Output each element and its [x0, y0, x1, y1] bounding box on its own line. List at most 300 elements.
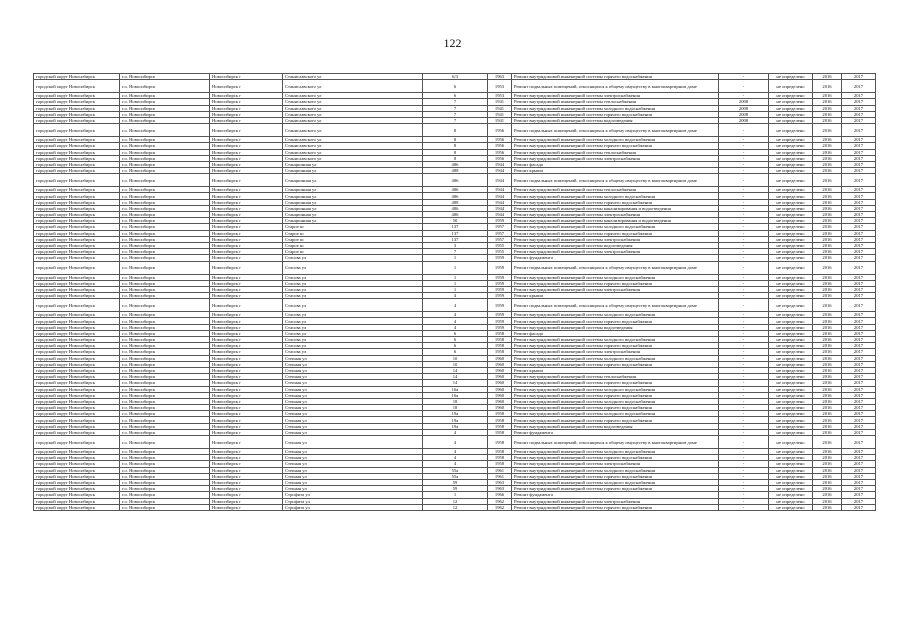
cell-status: не определено: [769, 93, 813, 99]
cell-municipality: городской округ Новосибирск: [34, 312, 120, 318]
cell-work-type: Ремонт фундамента: [512, 429, 719, 435]
cell-municipality: городской округ Новосибирск: [34, 449, 120, 455]
cell-status: не определено: [769, 486, 813, 492]
cell-plan-year-to: 2017: [842, 498, 876, 504]
cell-city: Новосибирск г: [210, 473, 283, 479]
cell-prev-repair-year: -: [719, 249, 769, 255]
cell-work-type: Ремонт подвальных помещений, относящихся к общему имуществу в многоквартирном доме: [512, 174, 719, 187]
cell-work-type: Ремонт внутридомовой инженерной системы электроснабжения: [512, 249, 719, 255]
cell-municipality: городской округ Новосибирск: [34, 367, 120, 373]
cell-street: Станционная ул: [283, 212, 423, 218]
cell-city: Новосибирск г: [210, 417, 283, 423]
cell-work-type: Ремонт внутридомовой инженерной системы водоотведения: [512, 324, 719, 330]
cell-prev-repair-year: -: [719, 149, 769, 155]
cell-plan-year-from: 2016: [813, 436, 842, 449]
cell-house-number: 8: [423, 155, 488, 161]
cell-municipality: городской округ Новосибирск: [34, 274, 120, 280]
cell-plan-year-to: 2017: [842, 174, 876, 187]
cell-municipality: городской округ Новосибирск: [34, 411, 120, 417]
cell-plan-year-to: 2017: [842, 161, 876, 167]
cell-street: Старое ш: [283, 236, 423, 242]
cell-settlement: г.о. Новосибирск: [120, 261, 210, 274]
cell-plan-year-to: 2017: [842, 105, 876, 111]
cell-city: Новосибирск г: [210, 355, 283, 361]
cell-prev-repair-year: -: [719, 93, 769, 99]
cell-status: не определено: [769, 117, 813, 123]
cell-status: не определено: [769, 155, 813, 161]
cell-build-year: 1944: [488, 187, 512, 193]
cell-status: не определено: [769, 242, 813, 248]
cell-plan-year-to: 2017: [842, 230, 876, 236]
cell-status: не определено: [769, 361, 813, 367]
cell-prev-repair-year: -: [719, 187, 769, 193]
cell-status: не определено: [769, 230, 813, 236]
cell-plan-year-to: 2017: [842, 111, 876, 117]
cell-plan-year-to: 2017: [842, 236, 876, 242]
cell-prev-repair-year: -: [719, 337, 769, 343]
cell-settlement: г.о. Новосибирск: [120, 492, 210, 498]
cell-work-type: Ремонт внутридомовой инженерной системы водоотведения: [512, 242, 719, 248]
cell-municipality: городской округ Новосибирск: [34, 417, 120, 423]
cell-street: Станиславского ул: [283, 143, 423, 149]
cell-settlement: г.о. Новосибирск: [120, 398, 210, 404]
cell-prev-repair-year: -: [719, 355, 769, 361]
cell-city: Новосибирск г: [210, 392, 283, 398]
cell-prev-repair-year: -: [719, 392, 769, 398]
cell-settlement: г.о. Новосибирск: [120, 224, 210, 230]
cell-work-type: Ремонт подвальных помещений, относящихся к общему имуществу в многоквартирном доме: [512, 261, 719, 274]
cell-plan-year-to: 2017: [842, 479, 876, 485]
cell-status: не определено: [769, 161, 813, 167]
cell-status: не определено: [769, 249, 813, 255]
cell-house-number: 1: [423, 280, 488, 286]
cell-city: Новосибирск г: [210, 199, 283, 205]
cell-house-number: 4: [423, 449, 488, 455]
cell-street: Степная ул: [283, 467, 423, 473]
cell-city: Новосибирск г: [210, 74, 283, 80]
cell-plan-year-to: 2017: [842, 492, 876, 498]
cell-municipality: городской округ Новосибирск: [34, 293, 120, 299]
cell-settlement: г.о. Новосибирск: [120, 111, 210, 117]
cell-work-type: Ремонт внутридомовой инженерной системы электроснабжения: [512, 461, 719, 467]
cell-plan-year-from: 2016: [813, 255, 842, 261]
cell-plan-year-from: 2016: [813, 473, 842, 479]
cell-prev-repair-year: -: [719, 380, 769, 386]
cell-municipality: городской округ Новосибирск: [34, 486, 120, 492]
cell-prev-repair-year: -: [719, 74, 769, 80]
cell-prev-repair-year: -: [719, 398, 769, 404]
cell-settlement: г.о. Новосибирск: [120, 455, 210, 461]
cell-house-number: 486: [423, 161, 488, 167]
cell-prev-repair-year: -: [719, 330, 769, 336]
cell-prev-repair-year: -: [719, 224, 769, 230]
cell-street: Стасова ул: [283, 349, 423, 355]
cell-house-number: 486: [423, 174, 488, 187]
cell-work-type: Ремонт внутридомовой инженерной системы холодного водоснабжения: [512, 312, 719, 318]
cell-house-number: 486: [423, 205, 488, 211]
cell-status: не определено: [769, 255, 813, 261]
cell-work-type: Ремонт внутридомовой инженерной системы электроснабжения: [512, 155, 719, 161]
cell-work-type: Ремонт внутридомовой инженерной системы электроснабжения: [512, 236, 719, 242]
cell-work-type: Ремонт внутридомовой инженерной системы электроснабжения: [512, 498, 719, 504]
cell-city: Новосибирск г: [210, 337, 283, 343]
cell-settlement: г.о. Новосибирск: [120, 355, 210, 361]
cell-street: Степная ул: [283, 367, 423, 373]
cell-build-year: 1958: [488, 461, 512, 467]
cell-prev-repair-year: -: [719, 324, 769, 330]
cell-settlement: г.о. Новосибирск: [120, 349, 210, 355]
cell-build-year: 1960: [488, 386, 512, 392]
cell-settlement: г.о. Новосибирск: [120, 423, 210, 429]
page-number: 122: [443, 36, 462, 50]
cell-house-number: 137: [423, 224, 488, 230]
cell-work-type: Ремонт внутридомовой инженерной системы горячего водоснабжения: [512, 486, 719, 492]
cell-settlement: г.о. Новосибирск: [120, 242, 210, 248]
cell-municipality: городской округ Новосибирск: [34, 405, 120, 411]
cell-build-year: 1958: [488, 343, 512, 349]
cell-house-number: 7: [423, 117, 488, 123]
cell-house-number: 6: [423, 349, 488, 355]
cell-work-type: Ремонт крыши: [512, 367, 719, 373]
cell-work-type: Ремонт внутридомовой инженерной системы канализирования и водоотведения: [512, 205, 719, 211]
cell-municipality: городской округ Новосибирск: [34, 261, 120, 274]
cell-build-year: 1959: [488, 318, 512, 324]
cell-plan-year-to: 2017: [842, 187, 876, 193]
cell-plan-year-to: 2017: [842, 99, 876, 105]
cell-plan-year-from: 2016: [813, 99, 842, 105]
cell-settlement: г.о. Новосибирск: [120, 343, 210, 349]
cell-build-year: 1960: [488, 355, 512, 361]
cell-status: не определено: [769, 380, 813, 386]
cell-plan-year-from: 2016: [813, 337, 842, 343]
cell-city: Новосибирск г: [210, 386, 283, 392]
cell-work-type: Ремонт внутридомовой инженерной системы холодного водоснабжения: [512, 398, 719, 404]
cell-house-number: 4: [423, 429, 488, 435]
cell-plan-year-from: 2016: [813, 455, 842, 461]
cell-plan-year-from: 2016: [813, 355, 842, 361]
cell-prev-repair-year: -: [719, 367, 769, 373]
cell-status: не определено: [769, 411, 813, 417]
cell-city: Новосибирск г: [210, 149, 283, 155]
cell-work-type: Ремонт внутридомовой инженерной системы холодного водоснабжения: [512, 467, 719, 473]
cell-settlement: г.о. Новосибирск: [120, 286, 210, 292]
cell-street: Стасова ул: [283, 343, 423, 349]
cell-plan-year-from: 2016: [813, 361, 842, 367]
cell-status: не определено: [769, 392, 813, 398]
cell-house-number: 14: [423, 374, 488, 380]
cell-plan-year-to: 2017: [842, 199, 876, 205]
cell-status: не определено: [769, 193, 813, 199]
cell-municipality: городской округ Новосибирск: [34, 80, 120, 93]
cell-city: Новосибирск г: [210, 380, 283, 386]
cell-street: Степная ул: [283, 405, 423, 411]
cell-plan-year-from: 2016: [813, 479, 842, 485]
cell-prev-repair-year: -: [719, 286, 769, 292]
cell-prev-repair-year: -: [719, 293, 769, 299]
cell-plan-year-from: 2016: [813, 386, 842, 392]
cell-house-number: 14: [423, 380, 488, 386]
cell-settlement: г.о. Новосибирск: [120, 486, 210, 492]
cell-street: Стасова ул: [283, 286, 423, 292]
cell-municipality: городской округ Новосибирск: [34, 343, 120, 349]
cell-house-number: 12: [423, 504, 488, 510]
cell-plan-year-to: 2017: [842, 411, 876, 417]
cell-city: Новосибирск г: [210, 374, 283, 380]
cell-city: Новосибирск г: [210, 105, 283, 111]
cell-plan-year-from: 2016: [813, 423, 842, 429]
cell-prev-repair-year: -: [719, 386, 769, 392]
cell-work-type: Ремонт крыши: [512, 168, 719, 174]
cell-house-number: 7: [423, 99, 488, 105]
cell-work-type: Ремонт внутридомовой инженерной системы электроснабжения: [512, 212, 719, 218]
cell-municipality: городской округ Новосибирск: [34, 161, 120, 167]
cell-settlement: г.о. Новосибирск: [120, 105, 210, 111]
cell-status: не определено: [769, 280, 813, 286]
cell-house-number: 10: [423, 361, 488, 367]
cell-plan-year-from: 2016: [813, 343, 842, 349]
cell-work-type: Ремонт внутридомовой инженерной системы водоотведения: [512, 117, 719, 123]
cell-settlement: г.о. Новосибирск: [120, 249, 210, 255]
cell-work-type: Ремонт крыши: [512, 293, 719, 299]
cell-settlement: г.о. Новосибирск: [120, 274, 210, 280]
cell-prev-repair-year: -: [719, 174, 769, 187]
cell-city: Новосибирск г: [210, 230, 283, 236]
cell-street: Стасова ул: [283, 255, 423, 261]
cell-build-year: 1944: [488, 193, 512, 199]
cell-house-number: 8: [423, 137, 488, 143]
cell-street: Степная ул: [283, 449, 423, 455]
cell-municipality: городской округ Новосибирск: [34, 205, 120, 211]
cell-municipality: городской округ Новосибирск: [34, 174, 120, 187]
cell-status: не определено: [769, 74, 813, 80]
repair-schedule-table: [33, 73, 876, 511]
cell-prev-repair-year: -: [719, 455, 769, 461]
cell-work-type: Ремонт внутридомовой инженерной системы горячего водоснабжения: [512, 143, 719, 149]
cell-status: не определено: [769, 386, 813, 392]
cell-street: Степная ул: [283, 398, 423, 404]
cell-work-type: Ремонт внутридомовой инженерной системы холодного водоснабжения: [512, 411, 719, 417]
cell-prev-repair-year: -: [719, 274, 769, 280]
cell-status: не определено: [769, 417, 813, 423]
cell-build-year: 1941: [488, 99, 512, 105]
cell-plan-year-from: 2016: [813, 168, 842, 174]
cell-street: Станиславского ул: [283, 105, 423, 111]
cell-house-number: 6: [423, 343, 488, 349]
cell-work-type: Ремонт внутридомовой инженерной системы теплоснабжения: [512, 187, 719, 193]
cell-house-number: 10: [423, 355, 488, 361]
cell-street: Станционная ул: [283, 168, 423, 174]
cell-house-number: 1: [423, 492, 488, 498]
cell-status: не определено: [769, 261, 813, 274]
cell-work-type: Ремонт внутридомовой инженерной системы холодного водоснабжения: [512, 386, 719, 392]
cell-plan-year-to: 2017: [842, 261, 876, 274]
cell-work-type: Ремонт внутридомовой инженерной системы горячего водоснабжения: [512, 380, 719, 386]
cell-city: Новосибирск г: [210, 455, 283, 461]
cell-plan-year-from: 2016: [813, 429, 842, 435]
cell-settlement: г.о. Новосибирск: [120, 230, 210, 236]
cell-municipality: городской округ Новосибирск: [34, 467, 120, 473]
cell-prev-repair-year: -: [719, 261, 769, 274]
cell-build-year: 1960: [488, 361, 512, 367]
cell-street: Стасова ул: [283, 337, 423, 343]
cell-plan-year-to: 2017: [842, 74, 876, 80]
cell-plan-year-from: 2016: [813, 199, 842, 205]
cell-build-year: 1941: [488, 105, 512, 111]
cell-plan-year-from: 2016: [813, 324, 842, 330]
cell-settlement: г.о. Новосибирск: [120, 318, 210, 324]
cell-status: не определено: [769, 143, 813, 149]
cell-city: Новосибирск г: [210, 218, 283, 224]
cell-city: Новосибирск г: [210, 124, 283, 137]
cell-street: Степная ул: [283, 461, 423, 467]
cell-settlement: г.о. Новосибирск: [120, 168, 210, 174]
cell-prev-repair-year: -: [719, 436, 769, 449]
cell-plan-year-to: 2017: [842, 461, 876, 467]
cell-prev-repair-year: -: [719, 461, 769, 467]
cell-house-number: 4: [423, 455, 488, 461]
cell-municipality: городской округ Новосибирск: [34, 117, 120, 123]
cell-status: не определено: [769, 149, 813, 155]
cell-prev-repair-year: -: [719, 349, 769, 355]
cell-house-number: 16а: [423, 392, 488, 398]
cell-municipality: городской округ Новосибирск: [34, 193, 120, 199]
cell-build-year: 1958: [488, 337, 512, 343]
cell-house-number: 19а: [423, 411, 488, 417]
cell-municipality: городской округ Новосибирск: [34, 498, 120, 504]
cell-municipality: городской округ Новосибирск: [34, 199, 120, 205]
cell-plan-year-from: 2016: [813, 137, 842, 143]
cell-house-number: 486: [423, 212, 488, 218]
cell-settlement: г.о. Новосибирск: [120, 436, 210, 449]
cell-work-type: Ремонт внутридомовой инженерной системы холодного водоснабжения: [512, 137, 719, 143]
cell-settlement: г.о. Новосибирск: [120, 392, 210, 398]
cell-settlement: г.о. Новосибирск: [120, 504, 210, 510]
cell-status: не определено: [769, 124, 813, 137]
table-row: [34, 80, 876, 93]
cell-plan-year-from: 2016: [813, 299, 842, 312]
cell-city: Новосибирск г: [210, 155, 283, 161]
cell-house-number: 4: [423, 312, 488, 318]
cell-work-type: Ремонт подвальных помещений, относящихся к общему имуществу в многоквартирном доме: [512, 124, 719, 137]
cell-settlement: г.о. Новосибирск: [120, 149, 210, 155]
cell-settlement: г.о. Новосибирск: [120, 193, 210, 199]
cell-status: не определено: [769, 449, 813, 455]
cell-municipality: городской округ Новосибирск: [34, 242, 120, 248]
cell-settlement: г.о. Новосибирск: [120, 218, 210, 224]
cell-municipality: городской округ Новосибирск: [34, 504, 120, 510]
cell-status: не определено: [769, 218, 813, 224]
table-body: [34, 74, 876, 511]
cell-work-type: Ремонт внутридомовой инженерной системы теплоснабжения: [512, 374, 719, 380]
cell-settlement: г.о. Новосибирск: [120, 236, 210, 242]
cell-house-number: 12: [423, 498, 488, 504]
cell-settlement: г.о. Новосибирск: [120, 205, 210, 211]
cell-plan-year-from: 2016: [813, 398, 842, 404]
cell-build-year: 1959: [488, 286, 512, 292]
cell-work-type: Ремонт внутридомовой инженерной системы канализирования и водоотведения: [512, 218, 719, 224]
cell-city: Новосибирск г: [210, 436, 283, 449]
cell-plan-year-from: 2016: [813, 411, 842, 417]
cell-plan-year-from: 2016: [813, 224, 842, 230]
cell-house-number: 8: [423, 124, 488, 137]
cell-build-year: 1963: [488, 479, 512, 485]
cell-plan-year-from: 2016: [813, 205, 842, 211]
cell-street: Степная ул: [283, 455, 423, 461]
cell-plan-year-from: 2016: [813, 392, 842, 398]
cell-build-year: 1959: [488, 261, 512, 274]
cell-street: Старое ш: [283, 230, 423, 236]
cell-house-number: 6: [423, 337, 488, 343]
cell-street: Степная ул: [283, 392, 423, 398]
cell-street: Станционная ул: [283, 174, 423, 187]
cell-settlement: г.о. Новосибирск: [120, 386, 210, 392]
cell-work-type: Ремонт подвальных помещений, относящихся к общему имуществу в многоквартирном доме: [512, 436, 719, 449]
cell-street: Степная ул: [283, 380, 423, 386]
cell-plan-year-to: 2017: [842, 286, 876, 292]
cell-city: Новосибирск г: [210, 205, 283, 211]
cell-prev-repair-year: -: [719, 343, 769, 349]
cell-plan-year-from: 2016: [813, 405, 842, 411]
cell-city: Новосибирск г: [210, 137, 283, 143]
cell-build-year: 1956: [488, 155, 512, 161]
cell-house-number: 3: [423, 242, 488, 248]
cell-build-year: 1962: [488, 498, 512, 504]
cell-city: Новосибирск г: [210, 461, 283, 467]
cell-house-number: 4: [423, 461, 488, 467]
cell-work-type: Ремонт внутридомовой инженерной системы горячего водоснабжения: [512, 280, 719, 286]
cell-street: Станционная ул: [283, 218, 423, 224]
cell-prev-repair-year: -: [719, 318, 769, 324]
cell-house-number: 1: [423, 261, 488, 274]
cell-prev-repair-year: -: [719, 374, 769, 380]
cell-build-year: 1959: [488, 312, 512, 318]
cell-plan-year-to: 2017: [842, 255, 876, 261]
cell-city: Новосибирск г: [210, 111, 283, 117]
cell-status: не определено: [769, 479, 813, 485]
cell-plan-year-from: 2016: [813, 467, 842, 473]
cell-house-number: 50: [423, 218, 488, 224]
cell-build-year: 1953: [488, 93, 512, 99]
cell-status: не определено: [769, 99, 813, 105]
cell-work-type: Ремонт фасада: [512, 161, 719, 167]
cell-plan-year-to: 2017: [842, 449, 876, 455]
cell-status: не определено: [769, 349, 813, 355]
cell-municipality: городской округ Новосибирск: [34, 436, 120, 449]
cell-settlement: г.о. Новосибирск: [120, 479, 210, 485]
cell-build-year: 1959: [488, 255, 512, 261]
cell-settlement: г.о. Новосибирск: [120, 161, 210, 167]
cell-municipality: городской округ Новосибирск: [34, 461, 120, 467]
cell-build-year: 1961: [488, 473, 512, 479]
cell-city: Новосибирск г: [210, 312, 283, 318]
cell-house-number: 6: [423, 330, 488, 336]
cell-build-year: 1960: [488, 380, 512, 386]
cell-municipality: городской округ Новосибирск: [34, 124, 120, 137]
cell-street: Стасова ул: [283, 293, 423, 299]
cell-work-type: Ремонт внутридомовой инженерной системы горячего водоснабжения: [512, 318, 719, 324]
cell-house-number: 14: [423, 367, 488, 373]
cell-settlement: г.о. Новосибирск: [120, 80, 210, 93]
cell-settlement: г.о. Новосибирск: [120, 405, 210, 411]
cell-prev-repair-year: -: [719, 124, 769, 137]
cell-work-type: Ремонт внутридомовой инженерной системы холодного водоснабжения: [512, 479, 719, 485]
cell-plan-year-to: 2017: [842, 149, 876, 155]
cell-municipality: городской округ Новосибирск: [34, 111, 120, 117]
cell-prev-repair-year: -: [719, 423, 769, 429]
cell-work-type: Ремонт внутридомовой инженерной системы электроснабжения: [512, 349, 719, 355]
cell-status: не определено: [769, 174, 813, 187]
cell-status: не определено: [769, 199, 813, 205]
